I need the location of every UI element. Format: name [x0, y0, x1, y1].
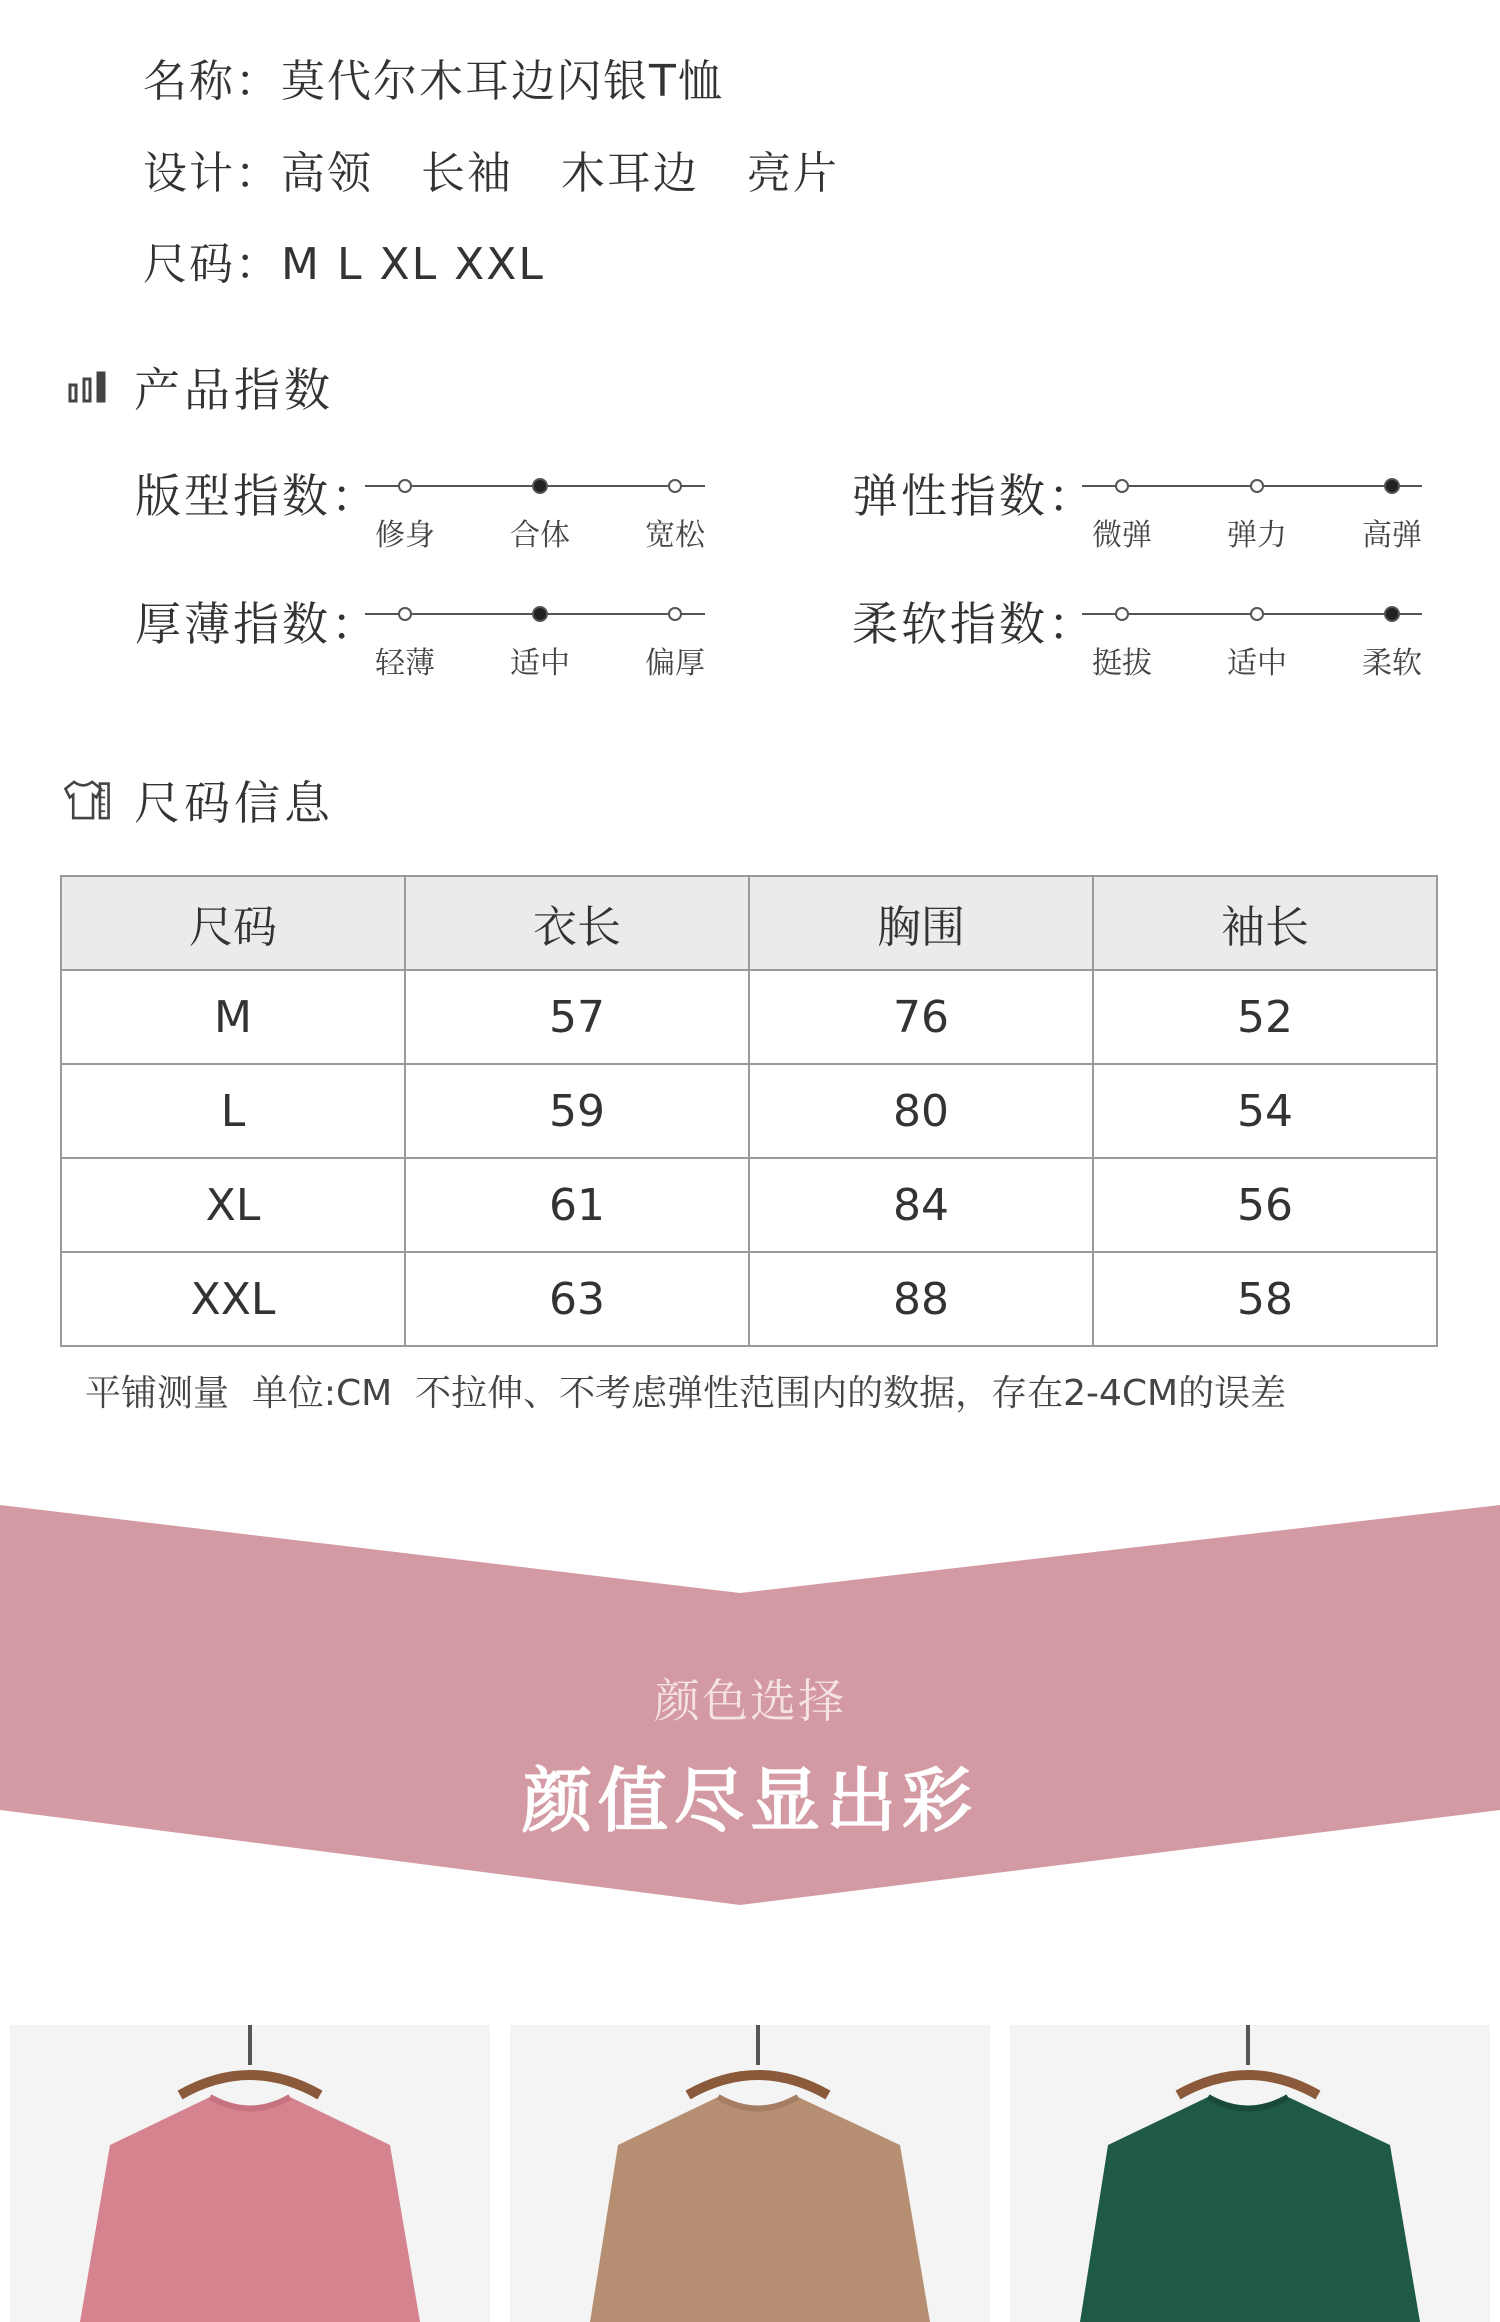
- product-image-khaki[interactable]: [510, 2025, 990, 2322]
- color-banner-title: 颜值尽显出彩: [522, 1760, 978, 1842]
- size-info-title: 尺码信息: [134, 776, 334, 830]
- index-option: 修身: [375, 518, 435, 553]
- index-marker-selected: [533, 607, 547, 621]
- index-label: 厚薄指数：: [135, 597, 380, 651]
- index-label: 柔软指数：: [852, 597, 1097, 651]
- table-cell: 84: [749, 1158, 1093, 1252]
- table-header-cell: 胸围: [749, 876, 1093, 970]
- table-row: [61, 970, 1437, 1064]
- size-info-header: [62, 765, 334, 835]
- index-marker-selected: [533, 479, 547, 493]
- index-option: 微弹: [1092, 518, 1152, 553]
- product-design-line: 设计：高领 长袖 木耳边 亮片: [143, 148, 839, 199]
- table-cell: 52: [1093, 970, 1437, 1064]
- table-cell: 56: [1093, 1158, 1437, 1252]
- color-banner-subtitle: 颜色选择: [654, 1674, 846, 1728]
- table-cell: XXL: [61, 1252, 405, 1346]
- index-label: 弹性指数：: [852, 469, 1097, 523]
- size-table: [60, 875, 1438, 1347]
- table-cell: 58: [1093, 1252, 1437, 1346]
- table-row: [61, 1064, 1437, 1158]
- table-row: [61, 1252, 1437, 1346]
- index-option: 高弹: [1362, 518, 1422, 553]
- table-cell: XL: [61, 1158, 405, 1252]
- index-scale: [365, 480, 705, 510]
- index-option: 适中: [510, 646, 570, 681]
- product-image-pink[interactable]: [10, 2025, 490, 2322]
- table-header-cell: 衣长: [405, 876, 749, 970]
- table-cell: 59: [405, 1064, 749, 1158]
- table-row: [61, 1158, 1437, 1252]
- index-scale: [1082, 480, 1422, 510]
- index-marker-selected: [1385, 607, 1399, 621]
- product-index-header: [62, 352, 334, 422]
- index-marker: [1251, 608, 1263, 620]
- index-scale: [365, 608, 705, 638]
- table-cell: 61: [405, 1158, 749, 1252]
- index-marker: [399, 608, 411, 620]
- index-marker: [1251, 480, 1263, 492]
- index-label: 版型指数：: [135, 469, 380, 523]
- index-option: 适中: [1227, 646, 1287, 681]
- product-image-green[interactable]: [1010, 2025, 1490, 2322]
- measurement-note: 平铺测量 单位:CM 不拉伸、不考虑弹性范围内的数据，存在2-4CM的误差: [85, 1373, 1287, 1414]
- table-cell: 80: [749, 1064, 1093, 1158]
- shirt-ruler-icon: [62, 775, 112, 825]
- product-index-title: 产品指数: [134, 363, 334, 417]
- product-name-line: 名称：莫代尔木耳边闪银T恤: [143, 56, 724, 107]
- index-marker: [669, 608, 681, 620]
- table-cell: 88: [749, 1252, 1093, 1346]
- table-cell: L: [61, 1064, 405, 1158]
- index-marker: [1116, 480, 1128, 492]
- table-cell: M: [61, 970, 405, 1064]
- bar-chart-icon: [62, 362, 112, 412]
- index-scale: [1082, 608, 1422, 638]
- table-cell: 76: [749, 970, 1093, 1064]
- index-marker-selected: [1385, 479, 1399, 493]
- table-cell: 54: [1093, 1064, 1437, 1158]
- index-marker: [669, 480, 681, 492]
- table-header-cell: 袖长: [1093, 876, 1437, 970]
- table-header-row: [61, 876, 1437, 970]
- index-option: 弹力: [1227, 518, 1287, 553]
- index-marker: [399, 480, 411, 492]
- table-cell: 63: [405, 1252, 749, 1346]
- index-marker: [1116, 608, 1128, 620]
- index-option: 宽松: [645, 518, 705, 553]
- table-header-cell: 尺码: [61, 876, 405, 970]
- table-cell: 57: [405, 970, 749, 1064]
- index-option: 轻薄: [375, 646, 435, 681]
- index-option: 挺拔: [1092, 646, 1152, 681]
- product-size-line: 尺码：M L XL XXL: [143, 239, 545, 290]
- index-option: 合体: [510, 518, 570, 553]
- index-option: 柔软: [1362, 646, 1422, 681]
- index-option: 偏厚: [645, 646, 705, 681]
